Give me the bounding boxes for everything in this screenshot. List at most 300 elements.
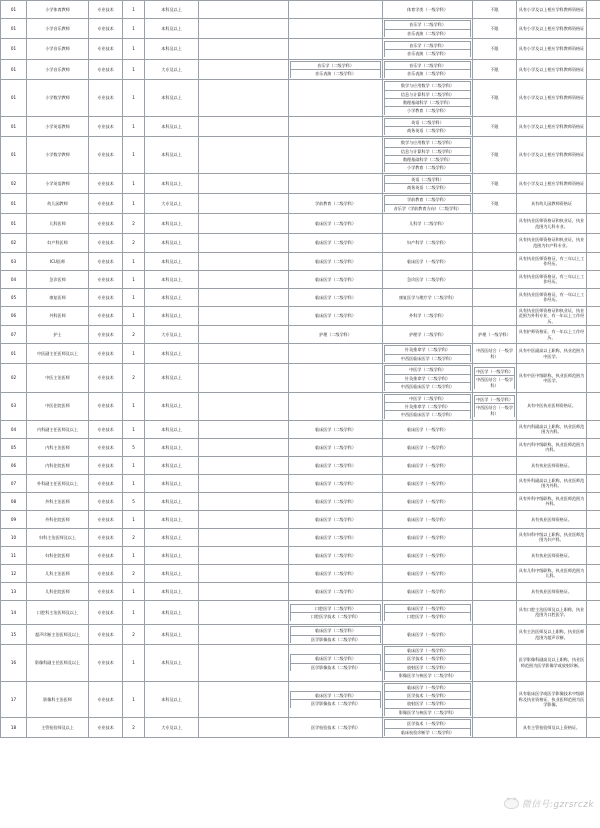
- cell-post-name: 内科主治医师: [27, 438, 89, 456]
- stacked-cell-item: 音乐学（二级学科）: [385, 41, 471, 49]
- cell-remark: [587, 233, 600, 252]
- cell-major-b: [289, 718, 383, 738]
- cell-major-c: [383, 564, 473, 582]
- cell-other-requirements: 具有幼儿园教师资格证: [517, 194, 587, 214]
- cell-major-c: [383, 326, 473, 344]
- cell-remark: [587, 392, 600, 420]
- table-row[interactable]: [1, 19, 600, 39]
- cell-text: 临床医学（一级学科）: [407, 516, 448, 522]
- cell-remark: [587, 306, 600, 325]
- stacked-cell-item: 音乐表演（二级学科）: [385, 50, 471, 58]
- cell-major-c: [383, 1, 473, 19]
- cell-post-type: 专业技术: [89, 59, 123, 79]
- stacked-cell: [384, 61, 471, 78]
- stacked-cell-item: 中医学（二级学科）: [385, 366, 471, 374]
- cell-other-requirements: 具有执业医师资格证，有三年以上工作经历。: [517, 252, 587, 270]
- cell-text: 体育学类（一级学科）: [407, 6, 448, 12]
- cell-text: 临床医学（二级学科）: [315, 426, 356, 432]
- cell-major-c: [383, 39, 473, 59]
- cell-education: 本科及以上: [145, 438, 199, 456]
- cell-major-a: [199, 392, 289, 420]
- cell-post-name: 小学音乐教师: [27, 19, 89, 39]
- table-row[interactable]: [1, 364, 600, 392]
- table-row[interactable]: [1, 644, 600, 681]
- cell-major-c: [383, 718, 473, 738]
- table-row[interactable]: [1, 344, 600, 364]
- cell-post-code: 17: [1, 681, 27, 718]
- cell-text: 妇产科学（二级学科）: [407, 240, 448, 246]
- table-row[interactable]: [1, 456, 600, 474]
- table-row[interactable]: [1, 116, 600, 136]
- cell-major-a: [199, 173, 289, 193]
- cell-major-d: [473, 326, 517, 344]
- cell-post-type: 专业技术: [89, 546, 123, 564]
- cell-other-requirements: 具有口腔主治医师及以上职称，执业范围为口腔医学。: [517, 600, 587, 624]
- cell-headcount: 1: [123, 510, 145, 528]
- table-row[interactable]: [1, 582, 600, 600]
- cell-education: 本科及以上: [145, 420, 199, 438]
- wechat-watermark: [504, 797, 594, 810]
- cell-major-b: [289, 80, 383, 117]
- cell-degree-limit: 不限: [473, 59, 517, 79]
- cell-headcount: 5: [123, 438, 145, 456]
- cell-major-c: [383, 456, 473, 474]
- cell-post-code: 01: [1, 59, 27, 79]
- cell-remark: [587, 270, 600, 288]
- cell-headcount: 1: [123, 582, 145, 600]
- table-row[interactable]: [1, 39, 600, 59]
- cell-post-type: 专业技术: [89, 644, 123, 681]
- cell-major-b: [289, 644, 383, 681]
- stacked-cell-item: 医学技术（一级学科）: [385, 691, 471, 699]
- cell-education: 本科及以上: [145, 681, 199, 718]
- table-row[interactable]: [1, 625, 600, 645]
- cell-headcount: 1: [123, 474, 145, 492]
- cell-other-requirements: 具有内科副高以上职称，执业医师范围为内科。: [517, 420, 587, 438]
- cell-major-c: [383, 528, 473, 546]
- cell-major-c: [383, 344, 473, 364]
- stacked-cell-item: 学前教育（二级学科）: [385, 196, 471, 204]
- cell-education: 本科及以上: [145, 288, 199, 306]
- stacked-cell: [384, 345, 471, 362]
- table-row[interactable]: [1, 80, 600, 117]
- table-row[interactable]: [1, 438, 600, 456]
- cell-text: 临床医学（二级学科）: [315, 498, 356, 504]
- cell-degree-limit: [473, 600, 517, 624]
- cell-education: 本科及以上: [145, 492, 199, 510]
- cell-other-requirements: 具有小学及以上相应学科教师资格证: [517, 19, 587, 39]
- cell-major-c: [383, 173, 473, 193]
- cell-major-a: [199, 233, 289, 252]
- stacked-cell: [384, 20, 471, 37]
- cell-degree-limit: 不限: [473, 194, 517, 214]
- cell-post-code: 02: [1, 364, 27, 392]
- stacked-cell: [290, 654, 381, 671]
- cell-headcount: 1: [123, 392, 145, 420]
- stacked-cell: [384, 394, 471, 419]
- cell-other-requirements: 具有小学及以上相应学科教师资格证: [517, 137, 587, 174]
- cell-post-type: 专业技术: [89, 1, 123, 19]
- stacked-cell: [384, 175, 471, 192]
- stacked-cell-item: 针灸推拿学（二级学科）: [385, 402, 471, 410]
- cell-education: 本科及以上: [145, 270, 199, 288]
- table-row[interactable]: [1, 59, 600, 79]
- cell-major-a: [199, 718, 289, 738]
- cell-major-a: [199, 19, 289, 39]
- cell-major-a: [199, 306, 289, 325]
- cell-headcount: 1: [123, 306, 145, 325]
- cell-post-name: ICU医师: [27, 252, 89, 270]
- cell-education: 本科及以上: [145, 364, 199, 392]
- cell-post-code: 16: [1, 644, 27, 681]
- cell-text: 护理（一级学科）: [478, 331, 511, 337]
- cell-headcount: 1: [123, 1, 145, 19]
- cell-education: 本科及以上: [145, 233, 199, 252]
- cell-major-b: [289, 344, 383, 364]
- cell-post-type: 专业技术: [89, 194, 123, 214]
- cell-text: 临床医学（二级学科）: [315, 276, 356, 282]
- cell-text: 医学检验技术（二级学科）: [310, 725, 361, 731]
- cell-text: 临床医学（一级学科）: [407, 631, 448, 637]
- cell-major-c: [383, 644, 473, 681]
- cell-text: 护理学（二级学科）: [409, 331, 446, 337]
- cell-headcount: 2: [123, 718, 145, 738]
- table-row[interactable]: [1, 420, 600, 438]
- table-row[interactable]: [1, 306, 600, 325]
- cell-post-code: 01: [1, 194, 27, 214]
- cell-post-type: 专业技术: [89, 582, 123, 600]
- cell-post-name: 幼儿园教师: [27, 194, 89, 214]
- cell-post-type: 专业技术: [89, 718, 123, 738]
- cell-post-code: 12: [1, 564, 27, 582]
- cell-education: 本科及以上: [145, 564, 199, 582]
- table-row[interactable]: [1, 270, 600, 288]
- cell-text: 临床医学（一级学科）: [407, 258, 448, 264]
- cell-headcount: 2: [123, 214, 145, 233]
- cell-post-code: 08: [1, 492, 27, 510]
- cell-remark: [587, 288, 600, 306]
- cell-other-requirements: 具有执业医师资格证和执业证，执业范围为儿科专业。: [517, 214, 587, 233]
- stacked-cell: [384, 81, 471, 115]
- table-row[interactable]: [1, 252, 600, 270]
- stacked-cell-item: 中医学（一级学科）: [476, 397, 513, 403]
- cell-headcount: 1: [123, 59, 145, 79]
- cell-major-c: [383, 137, 473, 174]
- cell-post-name: 内科住院医师: [27, 456, 89, 474]
- cell-post-name: 外科副主任医师及以上: [27, 474, 89, 492]
- cell-post-code: 07: [1, 474, 27, 492]
- cell-degree-limit: [473, 582, 517, 600]
- cell-text: 临床医学（一级学科）: [407, 552, 448, 558]
- stacked-cell-item: 医学技术（一级学科）: [385, 655, 471, 663]
- cell-post-code: 01: [1, 39, 27, 59]
- cell-major-a: [199, 528, 289, 546]
- cell-post-type: 专业技术: [89, 137, 123, 174]
- cell-major-c: [383, 438, 473, 456]
- cell-remark: [587, 564, 600, 582]
- cell-post-name: 超声诊断主治医师及以上: [27, 625, 89, 645]
- cell-major-b: [289, 582, 383, 600]
- cell-major-a: [199, 80, 289, 117]
- table-row[interactable]: [1, 326, 600, 344]
- cell-headcount: 5: [123, 492, 145, 510]
- stacked-cell-item: 临床医学（二级学科）: [291, 655, 381, 663]
- cell-major-b: [289, 364, 383, 392]
- stacked-cell: [384, 365, 471, 390]
- cell-degree-limit: [473, 546, 517, 564]
- cell-post-type: 专业技术: [89, 438, 123, 456]
- cell-headcount: 1: [123, 600, 145, 624]
- cell-degree-limit: 不限: [473, 137, 517, 174]
- cell-text: 中西医结合（一级学科）: [476, 348, 513, 359]
- cell-major-b: [289, 564, 383, 582]
- cell-major-c: [383, 474, 473, 492]
- stacked-cell-item: 数理基础科学（二级学科）: [385, 98, 471, 106]
- cell-headcount: 2: [123, 233, 145, 252]
- cell-other-requirements: 具有小学及以上相应学科教师资格证: [517, 59, 587, 79]
- cell-major-c: [383, 681, 473, 718]
- cell-remark: [587, 19, 600, 39]
- cell-other-requirements: 具有小学及以上相应学科教师资格证: [517, 80, 587, 117]
- cell-remark: [587, 510, 600, 528]
- cell-major-b: [289, 288, 383, 306]
- cell-other-requirements: 具有执业医师资格证。: [517, 456, 587, 474]
- cell-major-b: [289, 420, 383, 438]
- stacked-cell: [384, 41, 471, 58]
- cell-post-name: 妇科主治医师及以上: [27, 528, 89, 546]
- cell-post-type: 专业技术: [89, 80, 123, 117]
- cell-major-c: [383, 582, 473, 600]
- cell-text: 康复医学与理疗学（二级学科）: [398, 294, 457, 300]
- cell-text: 临床医学（一级学科）: [407, 534, 448, 540]
- cell-remark: [587, 546, 600, 564]
- cell-degree-limit: 不限: [473, 19, 517, 39]
- stacked-cell-item: 信息与计算科学（二级学科）: [385, 90, 471, 98]
- cell-major-c: [383, 233, 473, 252]
- cell-post-type: 专业技术: [89, 392, 123, 420]
- cell-post-type: 专业技术: [89, 600, 123, 624]
- cell-major-a: [199, 1, 289, 19]
- stacked-cell: [290, 626, 381, 643]
- cell-post-name: 中医副主任医师及以上: [27, 344, 89, 364]
- cell-post-code: 02: [1, 173, 27, 193]
- cell-degree-limit: [473, 214, 517, 233]
- cell-post-code: 05: [1, 288, 27, 306]
- cell-post-name: 影像科主治医师: [27, 681, 89, 718]
- stacked-cell: [384, 683, 471, 717]
- table-row[interactable]: [1, 194, 600, 214]
- table-row[interactable]: [1, 681, 600, 718]
- cell-major-a: [199, 59, 289, 79]
- cell-major-a: [199, 456, 289, 474]
- cell-major-b: [289, 173, 383, 193]
- cell-post-name: 妇科住院医师: [27, 546, 89, 564]
- cell-post-name: 康复医师: [27, 288, 89, 306]
- cell-headcount: 1: [123, 116, 145, 136]
- cell-degree-limit: [473, 438, 517, 456]
- cell-major-b: [289, 456, 383, 474]
- cell-headcount: 1: [123, 546, 145, 564]
- cell-text: 临床医学（二级学科）: [315, 462, 356, 468]
- cell-post-code: 01: [1, 1, 27, 19]
- cell-major-b: [289, 326, 383, 344]
- cell-post-code: 05: [1, 438, 27, 456]
- cell-major-c: [383, 625, 473, 645]
- cell-major-c: [383, 306, 473, 325]
- cell-other-requirements: 具有妇科中级以上职称，执业医师范围为妇产科。: [517, 528, 587, 546]
- stacked-cell-item: 口腔医学（一级学科）: [385, 613, 471, 621]
- cell-post-code: 07: [1, 326, 27, 344]
- cell-headcount: 2: [123, 364, 145, 392]
- table-row[interactable]: [1, 474, 600, 492]
- cell-remark: [587, 582, 600, 600]
- cell-major-b: [289, 546, 383, 564]
- cell-text: 临床医学（一级学科）: [407, 444, 448, 450]
- cell-post-type: 专业技术: [89, 270, 123, 288]
- stacked-cell-item: 音乐学（学前教育方向）（二级学科）: [385, 204, 471, 212]
- cell-post-code: 10: [1, 528, 27, 546]
- cell-education: 本科及以上: [145, 456, 199, 474]
- cell-remark: [587, 80, 600, 117]
- cell-text: 儿科学（二级学科）: [409, 220, 446, 226]
- cell-degree-limit: [473, 456, 517, 474]
- cell-text: 临床医学（二级学科）: [315, 444, 356, 450]
- table-row[interactable]: [1, 510, 600, 528]
- cell-major-b: [289, 510, 383, 528]
- cell-text: 临床医学（一级学科）: [407, 498, 448, 504]
- cell-post-type: 专业技术: [89, 173, 123, 193]
- table-row[interactable]: [1, 214, 600, 233]
- cell-post-type: 专业技术: [89, 528, 123, 546]
- cell-major-c: [383, 59, 473, 79]
- stacked-cell: [384, 604, 471, 621]
- cell-major-a: [199, 288, 289, 306]
- cell-degree-limit: [473, 681, 517, 718]
- table-row[interactable]: [1, 1, 600, 19]
- cell-major-a: [199, 194, 289, 214]
- cell-headcount: 2: [123, 326, 145, 344]
- cell-post-name: 外科住院医师: [27, 510, 89, 528]
- cell-major-b: [289, 681, 383, 718]
- cell-degree-limit: 不限: [473, 39, 517, 59]
- cell-post-code: 04: [1, 270, 27, 288]
- cell-post-type: 专业技术: [89, 510, 123, 528]
- table-row[interactable]: [1, 600, 600, 624]
- cell-text: 临床医学（二级学科）: [315, 480, 356, 486]
- cell-headcount: 1: [123, 681, 145, 718]
- cell-post-code: 13: [1, 582, 27, 600]
- cell-remark: [587, 364, 600, 392]
- cell-headcount: 1: [123, 252, 145, 270]
- cell-major-d: [473, 392, 517, 420]
- cell-text: 临床医学（一级学科）: [407, 570, 448, 576]
- cell-major-b: [289, 233, 383, 252]
- cell-post-name: 外科医师: [27, 306, 89, 325]
- cell-post-type: 专业技术: [89, 344, 123, 364]
- cell-headcount: 1: [123, 173, 145, 193]
- cell-post-code: 15: [1, 625, 27, 645]
- stacked-cell: [384, 118, 471, 135]
- cell-degree-limit: [473, 474, 517, 492]
- cell-other-requirements: 具有主管检验师及以上资格证。: [517, 718, 587, 738]
- cell-other-requirements: 具有护师资格证，有一年以上工作经历。: [517, 326, 587, 344]
- table-row[interactable]: [1, 137, 600, 174]
- table-row[interactable]: [1, 564, 600, 582]
- stacked-cell-item: 音乐表演（二级学科）: [291, 70, 381, 78]
- cell-remark: [587, 1, 600, 19]
- stacked-cell-item: 商务英语（二级学科）: [385, 127, 471, 135]
- cell-text: 临床医学（二级学科）: [315, 570, 356, 576]
- cell-text: 临床医学（二级学科）: [315, 588, 356, 594]
- cell-major-a: [199, 546, 289, 564]
- cell-education: 本科及以上: [145, 173, 199, 193]
- table-row[interactable]: [1, 233, 600, 252]
- cell-post-name: 中医主治医师: [27, 364, 89, 392]
- stacked-cell-item: 临床医学（二级学科）: [291, 627, 381, 635]
- cell-other-requirements: 具有执业医师资格证和执业证，执业范围为外科专业，有一年以上工作经历。: [517, 306, 587, 325]
- cell-post-name: 妇产科医师: [27, 233, 89, 252]
- cell-education: 本科及以上: [145, 546, 199, 564]
- table-row[interactable]: [1, 528, 600, 546]
- cell-headcount: 1: [123, 344, 145, 364]
- cell-other-requirements: 具有外科中级职称，执业医师范围为外科。: [517, 492, 587, 510]
- cell-major-a: [199, 510, 289, 528]
- cell-post-code: 09: [1, 510, 27, 528]
- stacked-cell-item: 中西医临床医学（二级学科）: [385, 411, 471, 419]
- cell-major-a: [199, 364, 289, 392]
- cell-major-b: [289, 59, 383, 79]
- stacked-cell-item: 针灸推拿学（二级学科）: [385, 346, 471, 354]
- stacked-cell-item: 音乐表演（二级学科）: [385, 70, 471, 78]
- stacked-cell-item: 医学影像技术（二级学科）: [291, 663, 381, 671]
- table-row[interactable]: [1, 492, 600, 510]
- table-row[interactable]: [1, 718, 600, 738]
- table-row[interactable]: [1, 288, 600, 306]
- table-row[interactable]: [1, 392, 600, 420]
- cell-major-b: [289, 116, 383, 136]
- cell-other-requirements: 具有执业医师资格证。: [517, 546, 587, 564]
- cell-post-type: 专业技术: [89, 19, 123, 39]
- cell-major-c: [383, 19, 473, 39]
- cell-remark: [587, 252, 600, 270]
- table-row[interactable]: [1, 173, 600, 193]
- cell-education: 本科及以上: [145, 116, 199, 136]
- cell-text: 临床医学（二级学科）: [315, 240, 356, 246]
- cell-text: 护理（二级学科）: [319, 331, 352, 337]
- cell-post-type: 专业技术: [89, 474, 123, 492]
- cell-post-type: 专业技术: [89, 456, 123, 474]
- cell-remark: [587, 625, 600, 645]
- cell-major-c: [383, 600, 473, 624]
- cell-post-code: 03: [1, 252, 27, 270]
- cell-degree-limit: [473, 288, 517, 306]
- stacked-cell-item: 放射医学（二级学科）: [385, 700, 471, 708]
- stacked-cell-item: 医学影像技术（二级学科）: [291, 635, 381, 643]
- cell-other-requirements: 具有小学及以上相应学科教师资格证: [517, 39, 587, 59]
- cell-post-type: 专业技术: [89, 364, 123, 392]
- stacked-cell-item: 小学教育（二级学科）: [385, 164, 471, 172]
- cell-post-name: 小学英语教师: [27, 116, 89, 136]
- cell-major-a: [199, 420, 289, 438]
- cell-remark: [587, 137, 600, 174]
- table-row[interactable]: [1, 546, 600, 564]
- cell-major-a: [199, 39, 289, 59]
- stacked-cell-item: 口腔医学技术（二级学科）: [291, 613, 381, 621]
- cell-education: 本科及以上: [145, 39, 199, 59]
- cell-other-requirements: 具有临床医学或医学影像技术中级职称及执业资格证，执业医师范围为医学影像。: [517, 681, 587, 718]
- cell-text: 临床医学（一级学科）: [407, 588, 448, 594]
- cell-major-b: [289, 438, 383, 456]
